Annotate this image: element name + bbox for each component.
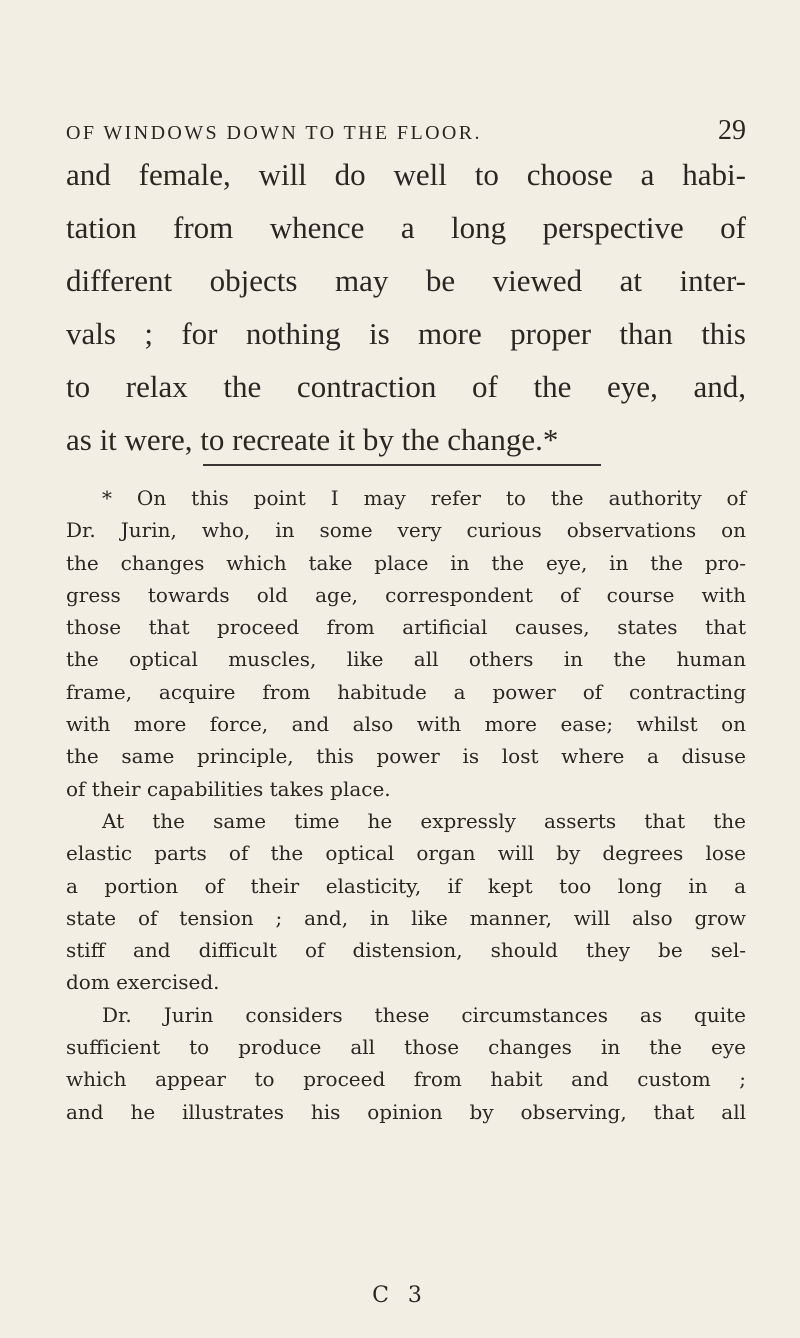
footnote-line: the optical muscles, like all others in the human xyxy=(66,647,746,672)
footnote-line: elastic parts of the optical organ will by degrees lose xyxy=(66,841,746,866)
footnote-line: stiff and difficult of distension, should they be sel- xyxy=(66,938,746,963)
footnote-line: sufficient to produce all those changes in the eye xyxy=(66,1035,746,1060)
body-paragraph xyxy=(66,148,746,466)
footnote-line: those that proceed from artificial causes, states that xyxy=(66,615,746,640)
footnote-line: Dr. Jurin considers these circumstances as quite xyxy=(102,1002,746,1027)
body-line: and female, will do well to choose a habi- xyxy=(66,157,746,192)
footnote-line: of their capabilities takes place. xyxy=(66,776,391,801)
footnote-line: the changes which take place in the eye, in the pro- xyxy=(66,550,746,575)
footnote-line: state of tension ; and, in like manner, will also grow xyxy=(66,905,746,930)
body-line: to relax the contraction of the eye, and, xyxy=(66,369,746,404)
footnote xyxy=(66,482,746,1128)
footnote-line: the same principle, this power is lost where a disuse xyxy=(66,744,746,769)
footnote-line: * On this point I may refer to the authority of xyxy=(102,486,746,510)
footnote-line: and he illustrates his opinion by observing, that all xyxy=(66,1099,746,1124)
running-title: OF WINDOWS DOWN TO THE FLOOR. xyxy=(66,122,482,144)
footnote-line: which appear to proceed from habit and custom ; xyxy=(66,1067,746,1092)
footnote-line: a portion of their elasticity, if kept too long in a xyxy=(66,873,746,898)
body-line: different objects may be viewed at inter- xyxy=(66,263,746,298)
body-line: as it were, to recreate it by the change.* xyxy=(66,422,559,457)
footnote-line: with more force, and also with more ease; whilst on xyxy=(66,712,746,737)
body-line: tation from whence a long perspective of xyxy=(66,210,746,245)
running-head xyxy=(66,115,746,147)
footnote-line: Dr. Jurin, who, in some very curious observations on xyxy=(66,518,746,543)
footnote-line: gress towards old age, correspondent of course with xyxy=(66,582,746,607)
footnote-line: At the same time he expressly asserts that the xyxy=(102,808,746,833)
footnote-line: frame, acquire from habitude a power of contracting xyxy=(66,679,746,704)
signature-mark: C 3 xyxy=(372,1283,428,1308)
footnote-divider xyxy=(203,464,601,466)
body-line: vals ; for nothing is more proper than this xyxy=(66,316,746,351)
page-number: 29 xyxy=(718,115,746,146)
footnote-line: dom exercised. xyxy=(66,970,220,995)
